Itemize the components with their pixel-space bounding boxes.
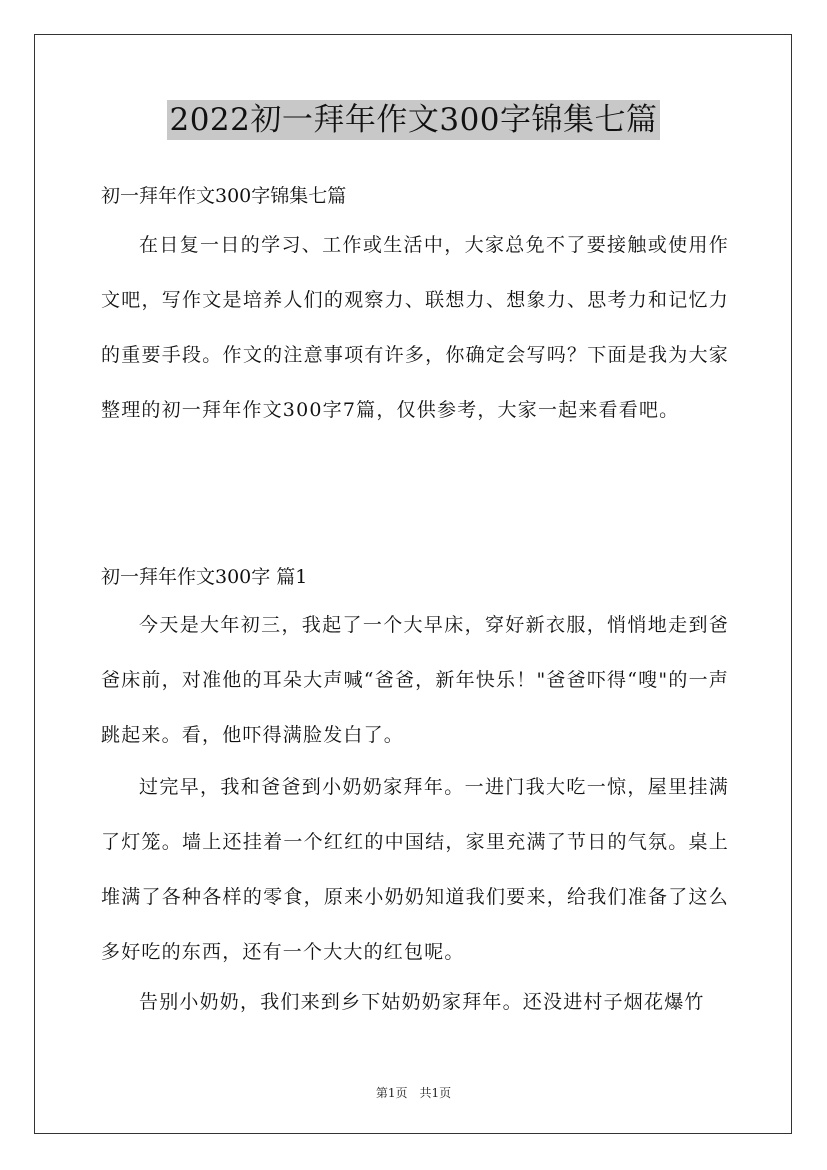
section1-paragraph-1: 今天是大年初三，我起了一个大早床，穿好新衣服，悄悄地走到爸爸床前，对准他的耳朵大声喊“爸爸，新年快乐！"爸爸吓得“嗖"的一声跳起来。看，他吓得满脸发白了。 [101, 614, 729, 746]
section1-heading: 初一拜年作文300字 篇1 [101, 566, 308, 588]
section1-paragraph-2: 过完早，我和爸爸到小奶奶家拜年。一进门我大吃一惊，屋里挂满了灯笼。墙上还挂着一个红红的中国结，家里充满了节日的气氛。桌上堆满了各种各样的零食，原来小奶奶知道我们要来，给我们准备了这么多好吃的东西，还有一个大大的红包呢。 [101, 776, 729, 963]
title-container [0, 100, 827, 140]
page-footer: 第1页 共1页 [375, 1086, 452, 1100]
intro-heading: 初一拜年作文300字锦集七篇 [101, 185, 347, 207]
document-title: 2022初一拜年作文300字锦集七篇 [169, 102, 658, 138]
section1-paragraph-3: 告别小奶奶，我们来到乡下姑奶奶家拜年。还没进村子烟花爆竹 [139, 991, 705, 1013]
intro-paragraph: 在日复一日的学习、工作或生活中，大家总免不了要接触或使用作文吧，写作文是培养人们的观察力、联想力、想象力、思考力和记忆力的重要手段。作文的注意事项有许多，你确定会写吗？下面是我为大家整理的初一拜年作文300字7篇，仅供参考，大家一起来看看吧。 [101, 234, 729, 421]
